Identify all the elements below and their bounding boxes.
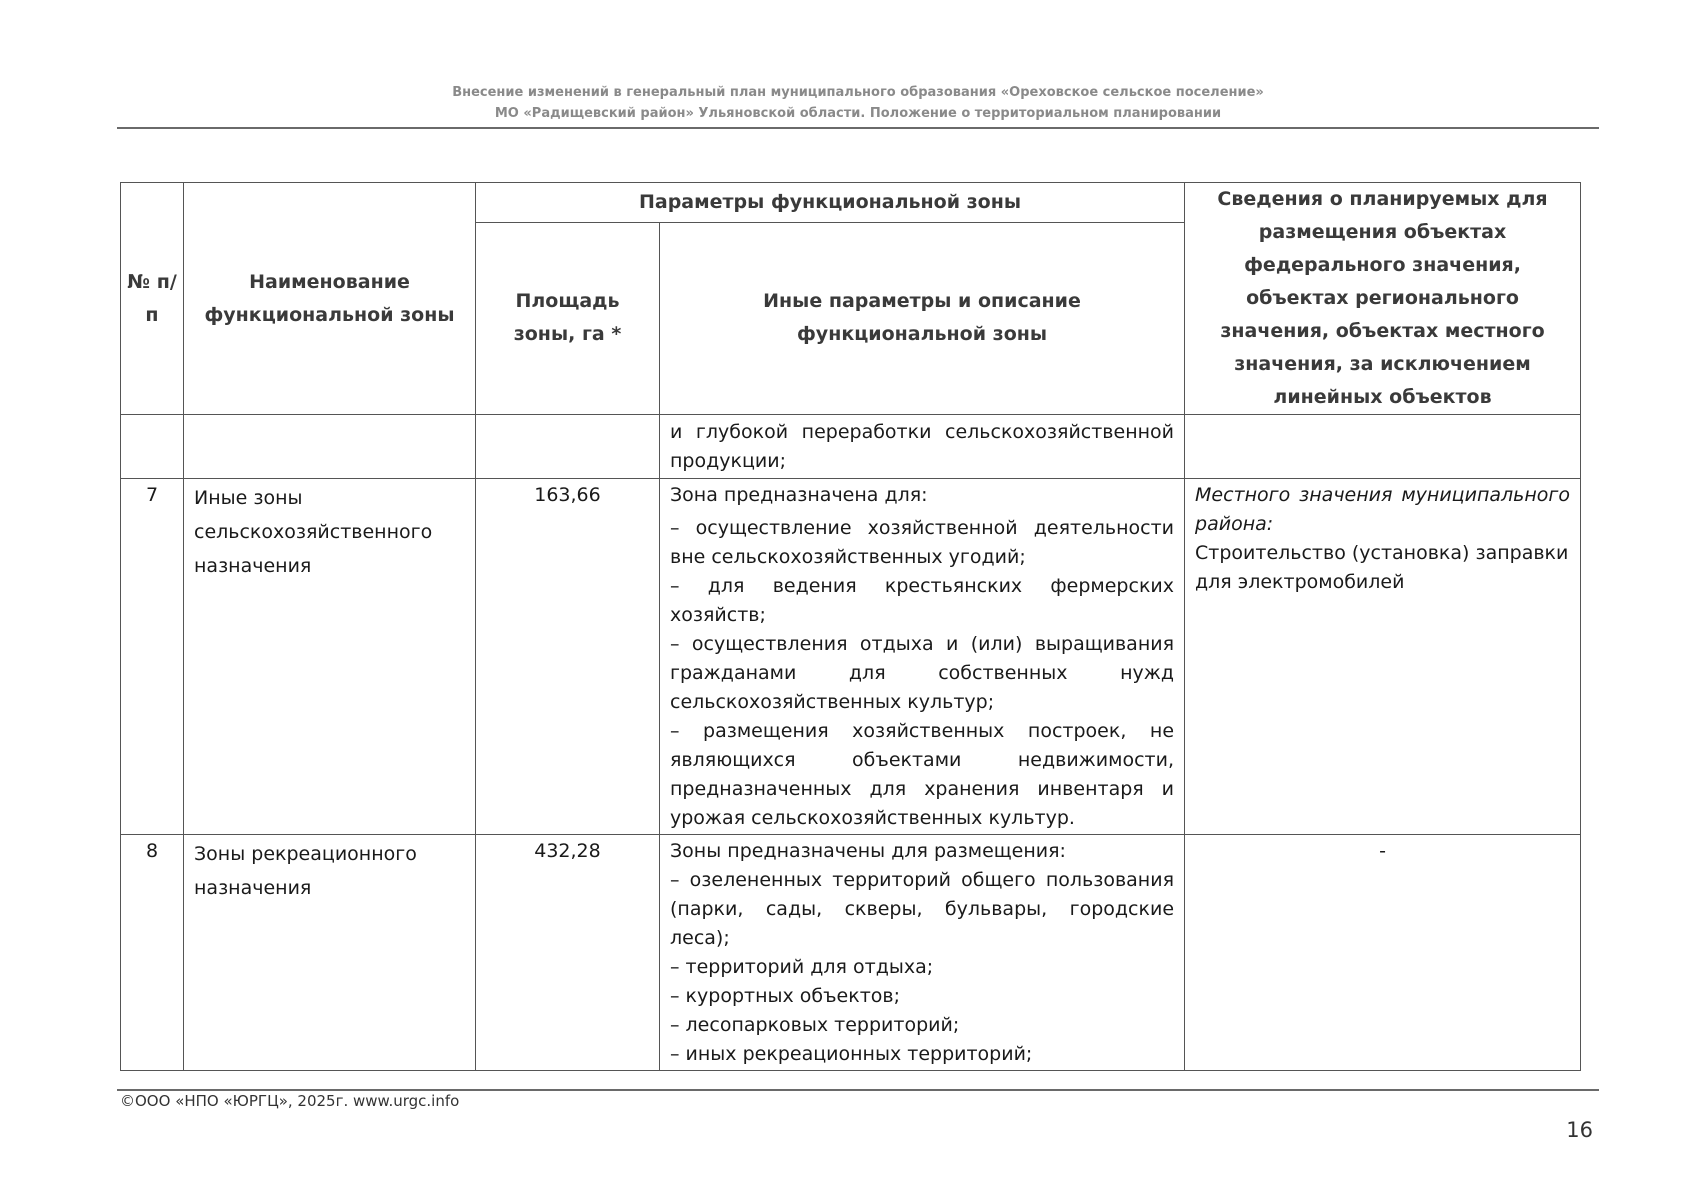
list-item: – иных рекреационных территорий; <box>670 1043 1033 1065</box>
list-item: – лесопарковых территорий; <box>670 1014 960 1036</box>
list-item: – размещения хозяйственных построек, не являющихся объектами недвижимости, предназначенных для хранения инвентаря и урожая сельскохозяйственных культур. <box>670 720 1175 829</box>
cell-info: - <box>1185 835 1581 1071</box>
header-area: Площадь зоны, га * <box>476 222 660 414</box>
header-divider <box>117 127 1599 129</box>
list-item: – территорий для отдыха; <box>670 956 934 978</box>
header-line-1: Внесение изменений в генеральный план муниципального образования «Ореховское сельское поселение» <box>452 85 1264 100</box>
table-row <box>121 479 1581 835</box>
description-lead: Зоны предназначены для размещения: <box>670 840 1066 862</box>
description-lead: Зона предназначена для: <box>670 484 928 506</box>
continuation-line-2: продукции; <box>670 450 786 472</box>
cell-num: 8 <box>121 835 184 1071</box>
footer-divider <box>117 1089 1599 1091</box>
list-item: – озелененных территорий общего пользования (парки, сады, скверы, бульвары, городские леса); <box>670 869 1175 949</box>
cell-num: 7 <box>121 479 184 835</box>
header-num: № п/п <box>121 183 184 415</box>
cell-empty <box>476 415 660 479</box>
list-item: – для ведения крестьянских фермерских хозяйств; <box>670 575 1175 626</box>
info-text: Строительство (установка) заправки для электромобилей <box>1195 542 1569 593</box>
header-desc: Иные параметры и описание функциональной зоны <box>660 222 1185 414</box>
table-row-continuation <box>121 415 1581 479</box>
page-header <box>117 82 1599 124</box>
cell-empty <box>184 415 476 479</box>
header-params: Параметры функциональной зоны <box>476 183 1185 223</box>
cell-info <box>1185 479 1581 835</box>
table-row <box>121 835 1581 1071</box>
cell-name: Зоны рекреационного назначения <box>184 835 476 1071</box>
list-item: – осуществления отдыха и (или) выращивания гражданами для собственных нужд сельскохозяйственных культур; <box>670 633 1175 713</box>
info-level: Местного значения муниципального района: <box>1195 484 1571 535</box>
cell-empty <box>121 415 184 479</box>
cell-description <box>660 415 1185 479</box>
page-number: 16 <box>1566 1118 1593 1142</box>
header-name: Наименование функциональной зоны <box>184 183 476 415</box>
header-info: Сведения о планируемых для размещения объектах федерального значения, объектах регионального значения, объектах местного значения, за исключением линейных объектов <box>1185 183 1581 415</box>
header-line-2: МО «Радищевский район» Ульяновской области. Положение о территориальном планировании <box>494 106 1222 121</box>
cell-description <box>660 479 1185 835</box>
footer-copyright: ©ООО «НПО «ЮРГЦ», 2025г. www.urgc.info <box>120 1092 460 1110</box>
cell-name: Иные зоны сельскохозяйственного назначения <box>184 479 476 835</box>
continuation-line-1: и глубокой переработки сельскохозяйственной <box>670 421 1175 443</box>
cell-description <box>660 835 1185 1071</box>
functional-zones-table <box>120 182 1581 1071</box>
list-item: – осуществление хозяйственной деятельности вне сельскохозяйственных угодий; <box>670 517 1175 568</box>
cell-area: 163,66 <box>476 479 660 835</box>
cell-empty <box>1185 415 1581 479</box>
cell-area: 432,28 <box>476 835 660 1071</box>
list-item: – курортных объектов; <box>670 985 901 1007</box>
